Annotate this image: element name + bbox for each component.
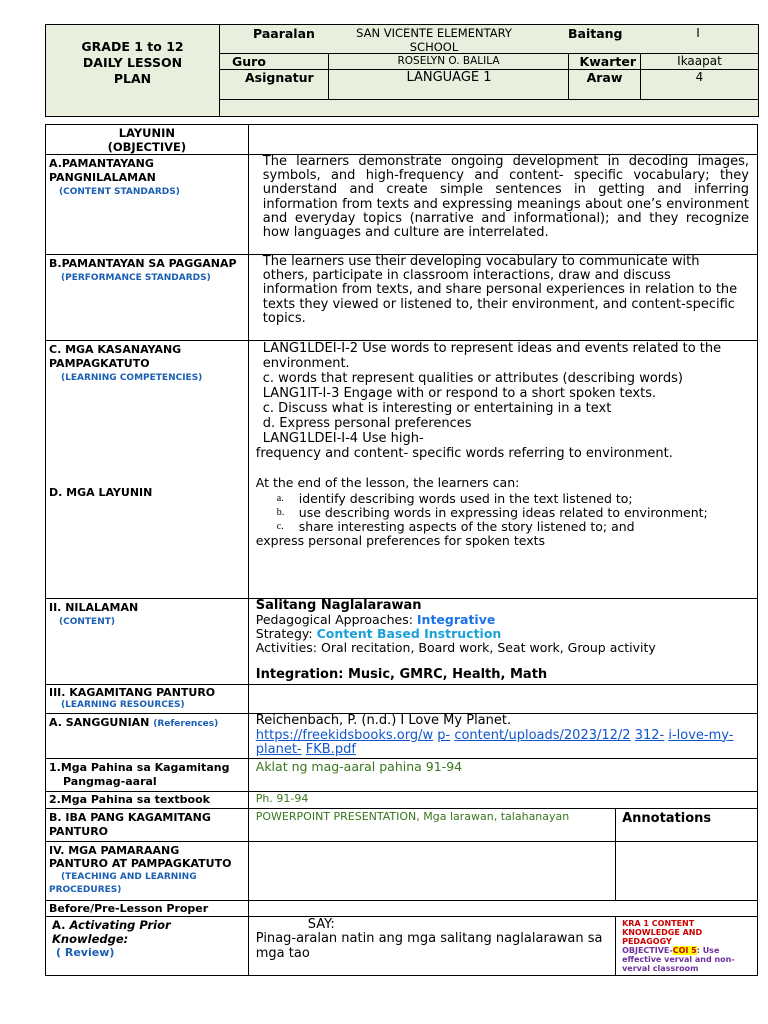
label-line: 1.Mga Pahina sa Kagamitang (49, 760, 230, 774)
annotation-coi: COI 5 (672, 945, 697, 955)
performance-standards-text (248, 255, 757, 341)
materials-label (46, 685, 249, 714)
activities: Activities: Oral recitation, Board work, Seat work, Group activity (255, 640, 656, 655)
school-value: SAN VICENTE ELEMENTARY SCHOOL (356, 26, 512, 54)
learner-pages-text: Aklat ng mag-aaral pahina 91-94 (255, 758, 463, 774)
quarter-value: Ikaapat (677, 54, 722, 68)
school-label: Paaralan (253, 26, 315, 41)
label-line: PANGNILALAMAN (49, 171, 156, 184)
item-text: share interesting aspects of the story listened to; and (298, 519, 635, 534)
item-text: use describing words in expressing ideas related to environment; (298, 505, 708, 520)
competencies-objectives-text (248, 341, 757, 599)
link-part[interactable]: FKB.pdf (305, 742, 356, 757)
reference-link[interactable] (256, 729, 757, 758)
sub-label: (LEARNING RESOURCES) (61, 700, 185, 710)
link-part[interactable]: 312- (634, 727, 665, 743)
objective-heading-line: LAYUNIN (118, 126, 176, 140)
label-line: II. NILALAMAN (49, 601, 139, 614)
label-line: Pangmag-aaral (63, 774, 157, 788)
learner-pages-label (46, 758, 249, 791)
label-line: Before/Pre-Lesson Proper (49, 901, 209, 915)
before-lesson-label (46, 900, 249, 916)
strategy-value: Content Based Instruction (316, 626, 502, 641)
link-part[interactable]: content/uploads/2023/12/2 (454, 727, 631, 743)
performance-standards-label (46, 255, 249, 341)
activating-label (46, 916, 249, 975)
item-marker: a. (276, 493, 284, 504)
strategy (256, 627, 757, 641)
content-standards-label (46, 155, 249, 255)
annotation-obj-label: OBJECTIVE- (622, 945, 673, 955)
item-text: identify describing words used in the text listened to; (298, 491, 633, 506)
textbook-pages-label (46, 791, 249, 808)
procedures-label (46, 841, 249, 900)
sub-label: (References) (153, 719, 219, 729)
procedures-blank (248, 841, 615, 900)
label-line: B.PAMANTAYAN SA PAGGANAP (49, 257, 237, 270)
sub-label: ( Review) (56, 945, 115, 959)
sub-label: (CONTENT) (59, 617, 115, 627)
competency-line: LANG1LDEI-I-4 Use high- (262, 431, 424, 446)
label-line: Knowledge: (52, 931, 129, 946)
objective-heading-line: (OBJECTIVE) (107, 140, 187, 154)
competency-continuation: frequency and content- specific words referring to environment. (255, 446, 673, 461)
grade-label: Baitang (568, 26, 623, 41)
procedures-annotation-blank (616, 841, 758, 900)
link-part[interactable]: https://freekidsbooks.org/w (255, 727, 434, 743)
objectives-intro: At the end of the lesson, the learners can: (255, 475, 520, 490)
content-standards-text (248, 155, 757, 255)
activating-text (248, 916, 615, 975)
objective-item (276, 491, 757, 506)
objectives-label: D. MGA LAYUNIN (49, 486, 153, 499)
say-label: SAY: (307, 916, 335, 932)
label-line: PANTURO AT PAMPAGKATUTO (49, 857, 232, 870)
lesson-plan-header (45, 24, 759, 117)
before-lesson-blank (248, 900, 757, 916)
content-label (46, 599, 249, 685)
sub-label: (CONTENT STANDARDS) (59, 187, 180, 197)
link-part[interactable]: p- (437, 727, 451, 743)
teacher-label: Guro (232, 54, 266, 69)
label-line: C. MGA KASANAYANG (49, 343, 182, 356)
label-line: 2.Mga Pahina sa textbook (49, 792, 210, 806)
approach-label: Pedagogical Approaches: (255, 612, 417, 627)
textbook-pages-text: Ph. 91-94 (255, 791, 309, 805)
reference-citation: Reichenbach, P. (n.d.) I Love My Planet. (255, 713, 512, 728)
header-title (46, 39, 219, 87)
content-topic: Salitang Naglalarawan (255, 598, 422, 613)
teacher-value: ROSELYN O. BALILA (397, 55, 500, 67)
activating-paragraph: Pinag-aralan natin ang mga salitang naglalarawan sa mga tao (255, 931, 603, 961)
approach-value: Integrative (416, 612, 496, 627)
item-marker: c. (276, 521, 284, 532)
pedagogical-approach (256, 613, 757, 627)
integration: Integration: Music, GMRC, Health, Math (255, 667, 548, 682)
sub-label: PROCEDURES) (49, 885, 122, 895)
label-line: IV. MGA PAMARAANG (49, 843, 180, 857)
competency-line: c. Discuss what is interesting or entertaining in a text (262, 401, 612, 416)
materials-blank (248, 685, 757, 714)
activating-heading (52, 918, 242, 932)
lesson-plan-table (45, 124, 758, 976)
label-line: Activating Prior (69, 917, 171, 932)
label-line: B. IBA PANG KAGAMITANG (49, 810, 211, 824)
sub-label: (TEACHING AND LEARNING (61, 871, 197, 882)
annotation-rest: : Use effective verval and non-verval classroom (622, 945, 735, 973)
header-title-line: GRADE 1 to 12 (81, 39, 184, 54)
competencies-objectives-label (46, 341, 249, 599)
activating-annotation (616, 916, 758, 975)
objective-item (276, 519, 757, 534)
strategy-label: Strategy: (255, 626, 317, 641)
objectives-tail: express personal preferences for spoken texts (255, 533, 545, 548)
item-marker: b. (276, 507, 285, 518)
objective-heading-blank (248, 125, 757, 155)
objective-heading (46, 125, 249, 155)
sub-label: (PERFORMANCE STANDARDS) (61, 273, 211, 283)
content-text (248, 599, 757, 685)
header-title-line: DAILY LESSON (82, 55, 183, 70)
label-line: PANTURO (49, 824, 109, 838)
other-materials-label (46, 808, 249, 841)
competency-line: c. words that represent qualities or attributes (describing words) (262, 371, 683, 386)
subject-value: LANGUAGE 1 (406, 70, 492, 85)
label-line: A.PAMANTAYANG (49, 157, 154, 170)
annotation-kra: KRA 1 CONTENT KNOWLEDGE AND PEDAGOGY (622, 918, 703, 946)
competency-line: d. Express personal preferences (262, 416, 472, 431)
competency-line: LANG1LDEI-I-2 Use words to represent ideas and events related to the environment. (262, 341, 722, 371)
other-materials-value (248, 808, 615, 841)
grade-value: I (696, 26, 700, 40)
annotations-label: Annotations (622, 810, 712, 826)
content-standards-paragraph: The learners demonstrate ongoing development in decoding images, symbols, and high-frequency and content- specific vocabulary; they understand and create simple sentences in getting and inferring information from texts and expressing meanings about one’s environment and everyday topics (narrative and informational); and they recognize how languages and culture are interrelated. (262, 154, 749, 241)
competency-line: LANG1IT-I-3 Engage with or respond to a short spoken texts. (262, 386, 657, 401)
references-text (248, 714, 757, 759)
label-line: PAMPAGKATUTO (49, 357, 150, 370)
label-line: A. SANGGUNIAN (49, 716, 150, 729)
textbook-pages-value (248, 791, 757, 808)
link-part[interactable]: i-love-my-planet- (255, 727, 734, 757)
performance-standards-paragraph: The learners use their developing vocabulary to communicate with others, participate in classroom interactions, draw and discuss information from texts, and share personal experiences in relation to the texts they viewed or listened to, their environment, and content-specific topics. (262, 254, 738, 326)
annotation-objective (622, 946, 751, 973)
day-value: 4 (695, 70, 704, 84)
subject-label: Asignatur (245, 70, 314, 85)
other-materials-text: POWERPOINT PRESENTATION, Mga larawan, talahanayan (255, 809, 570, 823)
sub-label: (LEARNING COMPETENCIES) (61, 373, 203, 383)
learner-pages-value (248, 758, 757, 791)
objective-item (276, 505, 757, 520)
quarter-label: Kwarter (579, 54, 636, 69)
objectives-list (249, 492, 757, 534)
header-title-line: PLAN (113, 71, 152, 86)
annotations-header (616, 808, 758, 841)
label-line: III. KAGAMITANG PANTURO (49, 686, 216, 699)
day-label: Araw (586, 70, 623, 85)
references-label (46, 714, 249, 759)
activating-marker: A. (52, 917, 66, 932)
